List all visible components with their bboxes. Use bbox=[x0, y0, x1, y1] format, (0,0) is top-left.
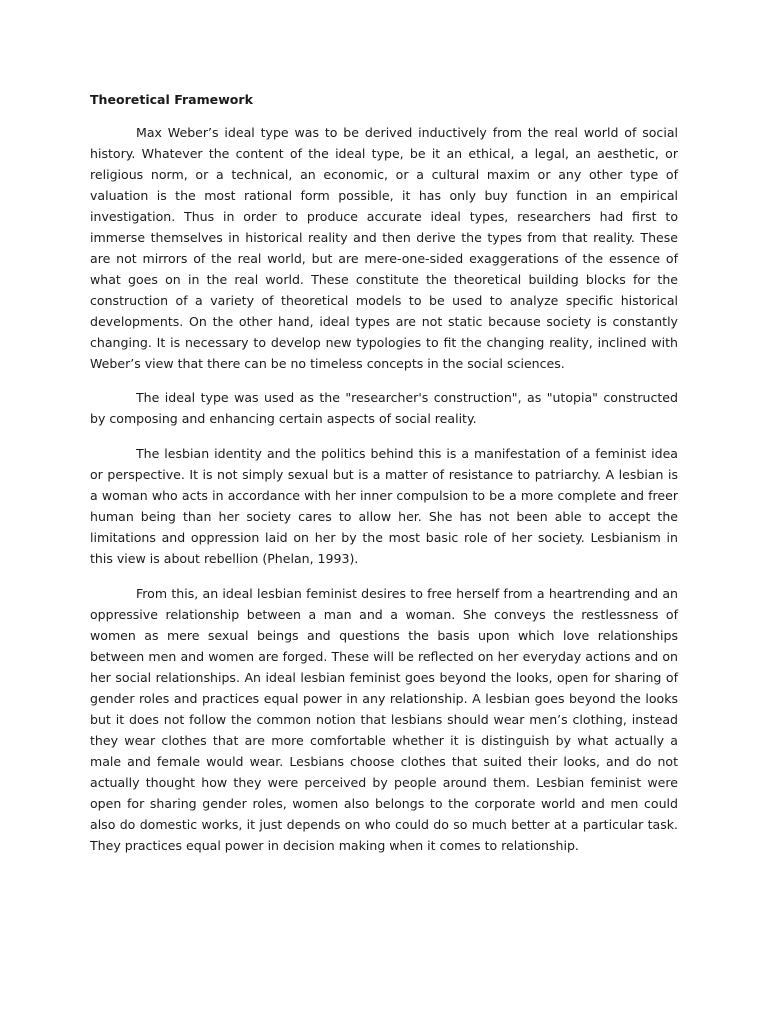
paragraph-ideal-type: Max Weber’s ideal type was to be derived inductively from the real world of social history. Whatever the content of the ideal type, be it an ethical, a legal, an aesthetic, or religious norm, or a technical, an economic, or a cultural maxim or any other type of valuation is the most rational form possible, it has only buy function in an empirical investigation. Thus in order to produce accurate ideal types, researchers had first to immerse themselves in historical reality and then derive the types from that reality. These are not mirrors of the real world, but are mere-one-sided exaggerations of the essence of what goes on in the real world. These constitute the theoretical building blocks for the construction of a variety of theoretical models to be used to analyze specific historical developments. On the other hand, ideal types are not static because society is constantly changing. It is necessary to develop new typologies to fit the changing reality, inclined with Weber’s view that there can be no timeless concepts in the social sciences. bbox=[90, 125, 678, 371]
paragraph-ideal-lesbian-feminist: From this, an ideal lesbian feminist desires to free herself from a heartrending and an oppressive relationship between a man and a woman. She conveys the restlessness of women as mere sexual beings and questions the basis upon which love relationships between men and women are forged. These will be reflected on her everyday actions and on her social relationships. An ideal lesbian feminist goes beyond the looks, open for sharing of gender roles and practices equal power in any relationship. A lesbian goes beyond the looks but it does not follow the common notion that lesbians should wear men’s clothing, instead they wear clothes that are more comfortable whether it is distinguish by what actually a male and female would wear. Lesbians choose clothes that suited their looks, and do not actually thought how they were perceived by people around them. Lesbian feminist were open for sharing gender roles, women also belongs to the corporate world and men could also do domestic works, it just depends on who could do so much better at a particular task. They practices equal power in decision making when it comes to relationship. bbox=[90, 586, 678, 853]
paragraph-researcher-construction: The ideal type was used as the "researcher's construction", as "utopia" constructed by composing and enhancing certain aspects of social reality. bbox=[90, 390, 678, 426]
section-heading: Theoretical Framework bbox=[90, 92, 253, 107]
paragraph-lesbian-identity: The lesbian identity and the politics behind this is a manifestation of a feminist idea or perspective. It is not simply sexual but is a matter of resistance to patriarchy. A lesbian is a woman who acts in accordance with her inner compulsion to be a more complete and freer human being than her society cares to allow her. She has not been able to accept the limitations and oppression laid on her by the most basic role of her society. Lesbianism in this view is about rebellion (Phelan, 1993). bbox=[90, 446, 678, 566]
document-body bbox=[90, 89, 678, 856]
